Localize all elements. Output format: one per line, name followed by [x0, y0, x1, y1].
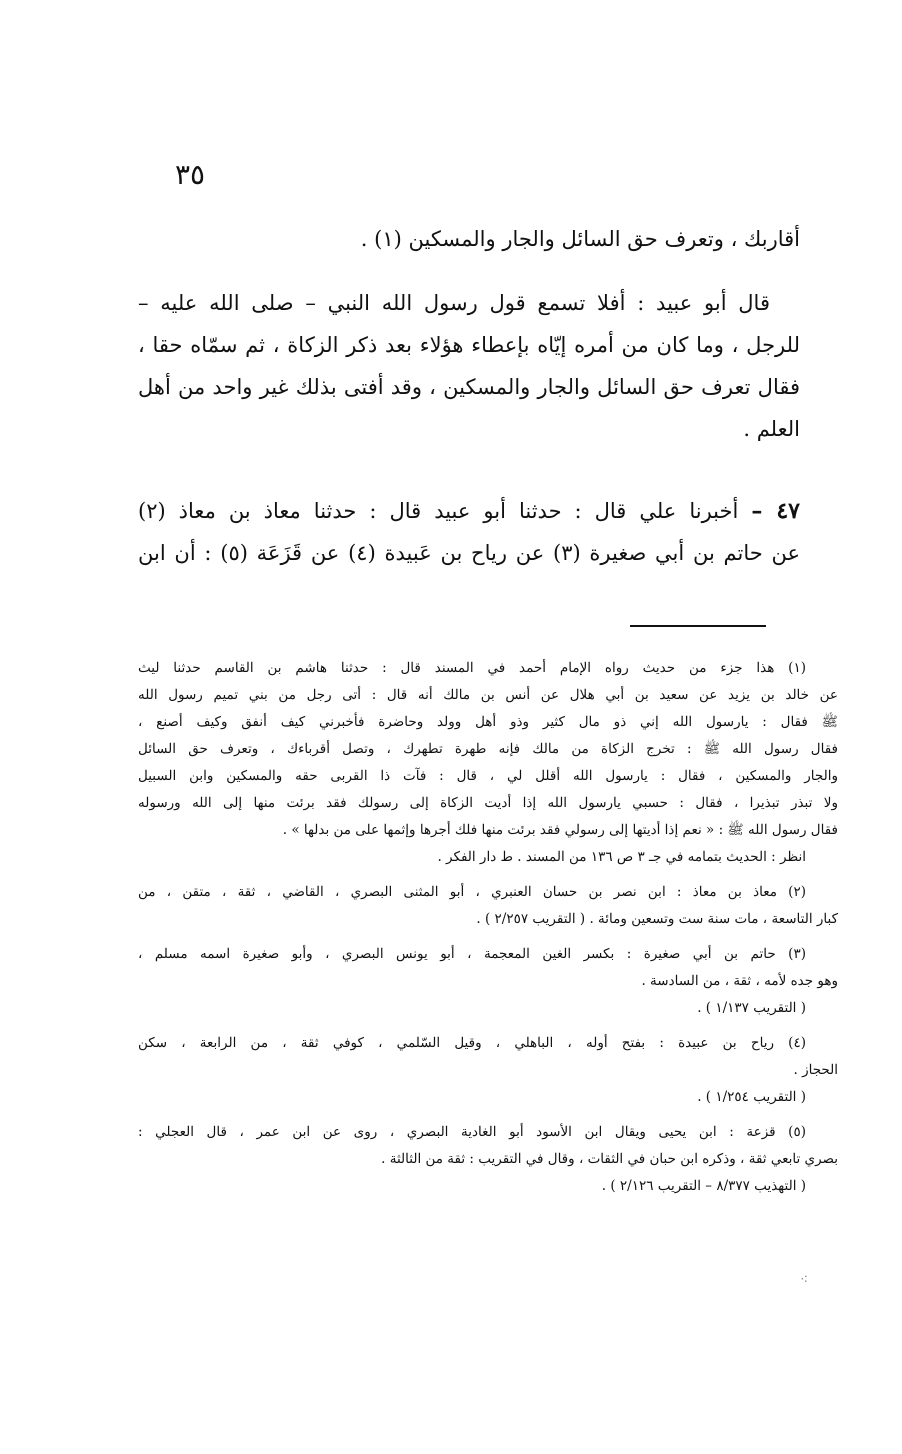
- hadith-number: ٤٧ –: [751, 498, 800, 524]
- footnote-line: ( التهذيب ٨/٣٧٧ – التقريب ٢/١٢٦ ) .: [601, 1178, 806, 1194]
- footnote-line: فقال رسول الله ﷺ : تخرج الزكاة من مالك فإنه طهرة تطهرك ، وتصل أقرباءك ، وتعرف حق السائل: [138, 741, 838, 757]
- footnote-line: وهو جده لأمه ، ثقة ، من السادسة .: [641, 973, 838, 989]
- footnote-line: (٥) قزعة : ابن يحيى ويقال ابن الأسود أبو الغادية البصري ، روى عن ابن عمر ، قال العجلي :: [138, 1124, 806, 1140]
- footnote-line: انظر : الحديث بتمامه في جـ ٣ ص ١٣٦ من المسند . ط دار الفكر .: [437, 849, 806, 865]
- footnote-line: (١) هذا جزء من حديث رواه الإمام أحمد في المسند قال : حدثنا هاشم بن القاسم حدثنا ليث: [138, 660, 806, 676]
- footnote-line: كبار التاسعة ، مات سنة ست وتسعين ومائة . ( التقريب ٢/٢٥٧ ) .: [476, 911, 838, 927]
- footnote-line: ( التقريب ١/٢٥٤ ) .: [697, 1089, 806, 1105]
- footnote-line: (٤) رياح بن عبيدة : بفتح أوله ، الباهلي ، وقيل السّلمي ، كوفي ثقة ، من الرابعة ، سكن: [138, 1035, 806, 1051]
- footnote-line: والجار والمسكين ، فقال : يارسول الله أقلل لي ، قال : فآت ذا القربى حقه والمسكين وابن السبيل: [138, 768, 838, 784]
- footnote-line: فقال رسول الله ﷺ : « نعم إذا أديتها إلى رسولي فقد برئت منها فلك أجرها وإثمها على من بدلها » .: [282, 822, 838, 838]
- footnote-line: ولا تبذر تبذيرا ، فقال : حسبي يارسول الله إذا أديت الزكاة إلى رسولك فقد برئت منها إلى الله ورسوله: [138, 795, 838, 811]
- hadith-line: [138, 490, 800, 532]
- main-line: للرجل ، وما كان من أمره إيّاه بإعطاء هؤلاء بعد ذكر الزكاة ، ثم سمّاه حقا ،: [138, 333, 800, 357]
- main-text-block-2: [138, 282, 800, 450]
- main-line: العلم .: [743, 417, 800, 441]
- footnote-line: عن خالد بن يزيد عن سعيد بن أبي هلال عن أنس بن مالك أنه قال : أتى رجل من بني تميم رسول الله: [138, 687, 838, 703]
- footnote-divider: [630, 625, 766, 627]
- footnote-line: بصري تابعي ثقة ، وذكره ابن حبان في الثقات ، وقال في التقريب : ثقة من الثالثة .: [381, 1151, 838, 1167]
- main-line: أقاربك ، وتعرف حق السائل والجار والمسكين (١) .: [360, 227, 800, 251]
- footnote-line: الحجاز .: [793, 1062, 838, 1078]
- main-line: فقال تعرف حق السائل والجار والمسكين ، وقد أفتى بذلك غير واحد من أهل: [138, 375, 800, 399]
- footnote-line: (٣) حاتم بن أبي صغيرة : بكسر الغين المعجمة ، أبو يونس البصري ، وأبو صغيرة اسمه مسلم ،: [138, 946, 806, 962]
- main-line: قال أبو عبيد : أفلا تسمع قول رسول الله النبي – صلى الله عليه –: [138, 291, 770, 315]
- main-line: عن حاتم بن أبي صغيرة (٣) عن رياح بن عَبيدة (٤) عن قَزَعَة (٥) : أن ابن: [138, 541, 801, 565]
- page-number: ٣٥: [174, 158, 206, 191]
- main-text-block-1: [138, 218, 800, 260]
- main-text-block-3: [138, 490, 800, 574]
- footnote-line: (٢) معاذ بن معاذ : ابن نصر بن حسان العنبري ، أبو المثنى البصري ، القاضي ، ثقة ، متقن ، من: [138, 884, 806, 900]
- footnote-line: ( التقريب ١/١٣٧ ) .: [697, 1000, 806, 1016]
- footnotes: [138, 655, 838, 1200]
- margin-mark: ⁖: [800, 1272, 809, 1288]
- main-line: أخبرنا علي قال : حدثنا أبو عبيد قال : حدثنا معاذ بن معاذ (٢): [138, 499, 739, 523]
- footnote-line: ﷺ فقال : يارسول الله إني ذو مال كثير وذو أهل وولد وحاضرة فأخبرني كيف أنفق وكيف أصنع ،: [138, 714, 838, 730]
